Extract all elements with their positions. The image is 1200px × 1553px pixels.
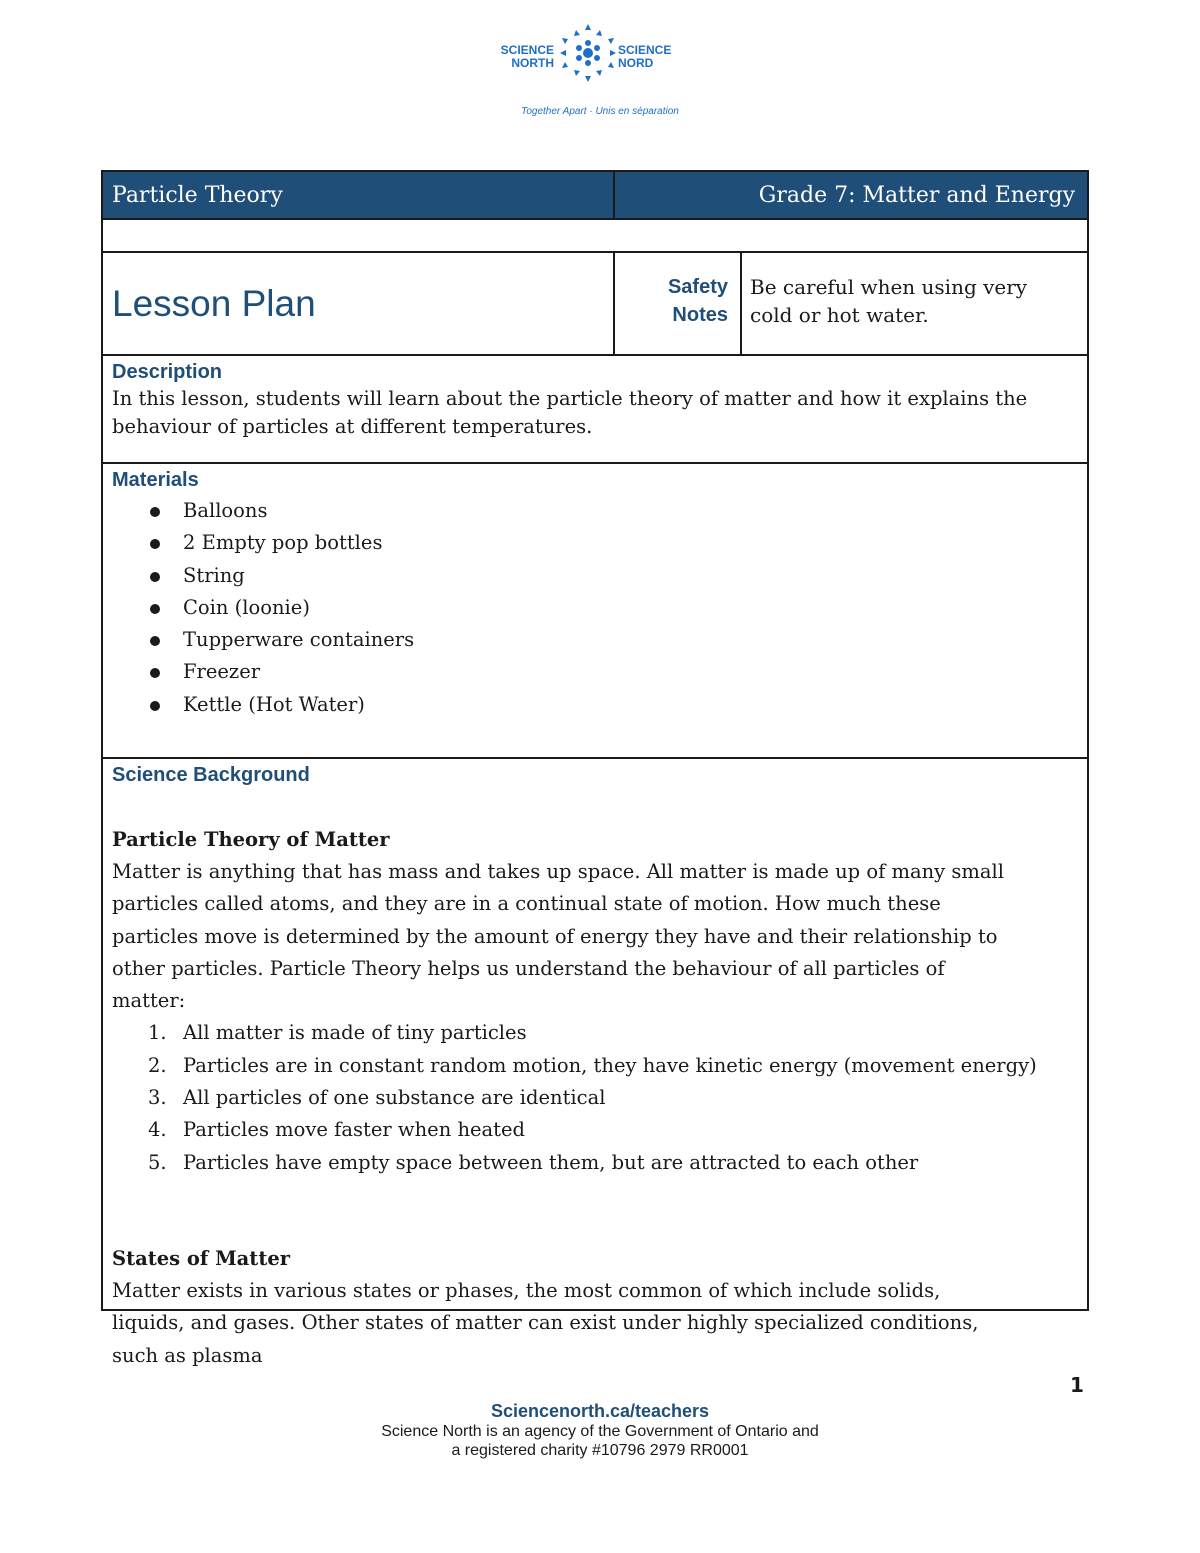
list-item [142,689,414,721]
snowflake-logo-icon [558,22,618,84]
materials-section [103,464,1087,759]
list-item [142,527,414,559]
list-item: 2. Particles are in constant random motion, they have kinetic energy (movement energy) [148,1053,1037,1077]
list-item [142,624,414,656]
material-label: Freezer [183,660,261,684]
point-text: Particles move faster when heated [183,1118,526,1142]
list-item [142,560,414,592]
logo-right-line-1: SCIENCE [618,43,672,57]
bullet-icon [150,636,160,646]
description-section [103,356,1087,464]
bullet-icon [150,604,160,614]
point-text: Particles are in constant random motion, they have kinetic energy (movement energy) [183,1053,1037,1077]
point-text: Particles have empty space between them, but are attracted to each other [183,1150,919,1174]
list-item [142,656,414,688]
bullet-icon [150,701,160,711]
lesson-title: Particle Theory [103,172,615,218]
logo-right-line-2: NORD [618,56,654,70]
logo-tagline: Together Apart · Unis en séparation [521,106,679,117]
safety-label-line-1: Safety [667,276,728,298]
empty-row [103,220,1087,253]
teachers-link[interactable]: Sciencenorth.ca/teachers [490,1401,710,1421]
title-bar [103,172,1087,220]
description-heading: Description [112,361,223,383]
bullet-icon [150,539,160,549]
page-number: 1 [1070,1373,1084,1397]
material-label: Balloons [183,499,268,522]
bullet-icon [150,668,160,678]
lesson-plan-heading: Lesson Plan [103,253,615,354]
materials-heading: Materials [112,469,199,491]
footer-charity-line: a registered charity #10796 2979 RR0001 [451,1442,749,1459]
material-label: 2 Empty pop bottles [183,531,383,555]
lesson-plan-table [101,170,1089,1367]
list-item: 5. Particles have empty space between them, but are attracted to each other [148,1150,919,1174]
material-label: Tupperware containers [183,628,415,652]
description-text: In this lesson, students will learn about the particle theory of matter and how it explains the behaviour of particles at different temperatures. [112,387,1028,438]
lesson-plan-row [103,253,1087,356]
material-label: Kettle (Hot Water) [183,692,365,716]
particle-theory-points [112,1017,1037,1178]
material-label: Coin (loonie) [183,595,310,619]
list-item [142,495,414,527]
bullet-icon [150,572,160,582]
list-item: 1. All matter is made of tiny particles [148,1021,527,1045]
bullet-icon [150,507,160,517]
materials-list [112,495,414,721]
list-item: 3. All particles of one substance are identical [148,1086,606,1110]
particle-theory-heading: Particle Theory of Matter [112,828,390,851]
science-background-heading: Science Background [112,764,310,786]
list-item: 4. Particles move faster when heated [148,1118,526,1142]
safety-label-line-2: Notes [672,304,728,326]
page-footer [300,1400,900,1460]
states-of-matter-heading: States of Matter [112,1246,291,1270]
safety-notes-label [615,253,742,354]
science-north-logo [470,20,730,130]
logo-french-name [618,44,698,70]
material-label: String [183,563,245,587]
safety-notes-text: Be careful when using very cold or hot water. [750,275,1028,327]
list-item [142,592,414,624]
particle-theory-text: Matter is anything that has mass and takes up space. All matter is made up of many small particles called atoms, and they are in a continual state of motion. How much these particles move is determined by the amount of energy they have and their relationship to other particles. Particle Theory helps us understand the behaviour of all particles of matter: [112,860,1004,1013]
states-of-matter-text: Matter exists in various states or phases, the most common of which include solids, liquids, and gases. Other states of matter can exist under highly specialized conditions, such as plasma [112,1278,979,1367]
science-background-section [103,759,1087,1367]
point-text: All particles of one substance are identical [183,1086,606,1110]
logo-left-line-1: SCIENCE [500,43,554,57]
logo-english-name [482,44,554,70]
point-text: All matter is made of tiny particles [183,1021,527,1045]
footer-agency-line: Science North is an agency of the Government of Ontario and [381,1423,819,1440]
grade-label: Grade 7: Matter and Energy [758,183,1075,208]
logo-left-line-2: NORTH [511,56,554,70]
